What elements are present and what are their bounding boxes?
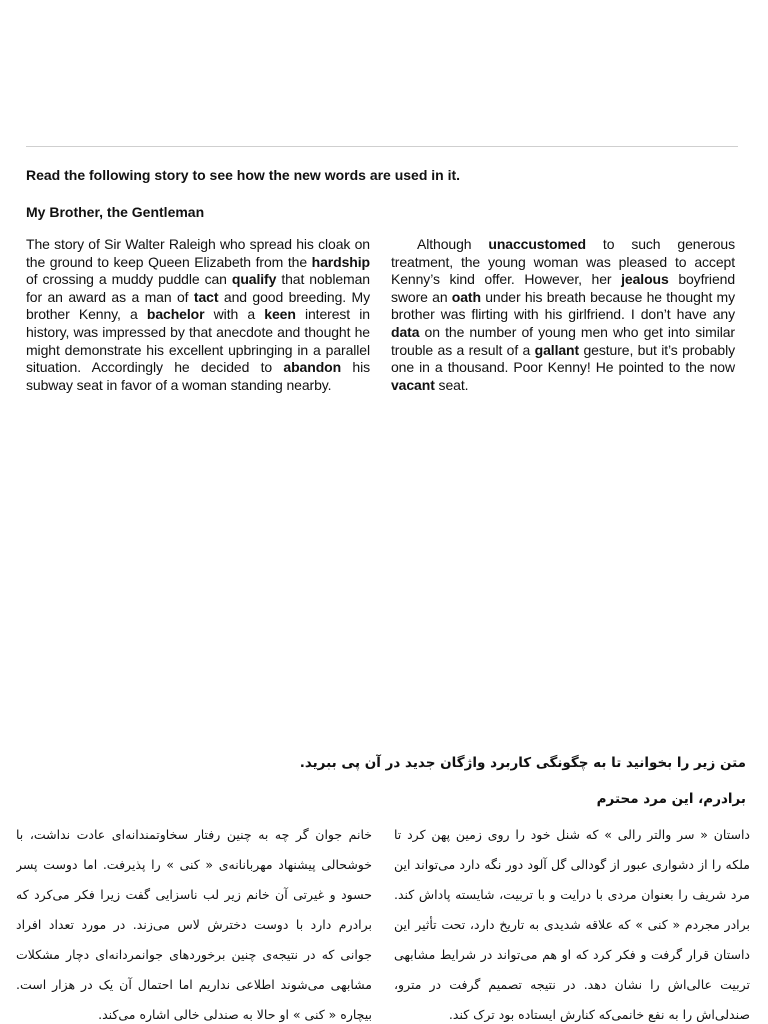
vocab-word: qualify (231, 271, 277, 288)
text-segment: to such generous treatment, the young woman was pleased to accept Kenny’s kind offer. However, her (391, 236, 735, 288)
text-segment: of crossing a muddy puddle can (26, 271, 232, 288)
text-segment: gesture, but it’s probably one in a thousand. Poor Kenny! He pointed to the now (391, 341, 736, 376)
vocab-word: bachelor (146, 306, 205, 323)
text-segment: that nobleman for an award as a man of (26, 271, 370, 305)
text-segment: interest in history, was impressed by that anecdote and thought he might demonstrate his excellent upbringing in a parallel situation. Accordingly he decided to (26, 306, 370, 376)
text-segment: boyfriend swore an (391, 271, 736, 305)
english-story-title: My Brother, the Gentleman (26, 204, 205, 220)
vocab-word: unaccustomed (488, 236, 586, 252)
text-segment: under his breath because he thought my brother was flirting with his girlfriend. I don’t have any (391, 288, 736, 323)
english-instruction: Read the following story to see how the new words are used in it. (26, 167, 461, 183)
english-left-column (26, 236, 370, 394)
persian-instruction: متن زیر را بخوانید تا به چگونگی کاربرد واژگان جدید در آن پی ببرید. (299, 755, 746, 771)
text-segment: seat. (434, 376, 469, 393)
text-segment: The story of Sir Walter Raleigh who spread his cloak on the ground to keep Queen Elizabeth from the (26, 236, 370, 270)
persian-story-title: برادرم، این مرد محترم (596, 791, 746, 807)
vocab-word: data (391, 323, 420, 340)
text-segment: his subway seat in favor of a woman standing nearby. (26, 359, 370, 393)
text-segment: with a (204, 306, 265, 323)
vocab-word: jealous (621, 271, 669, 288)
english-right-column (391, 236, 735, 394)
vocab-word: gallant (534, 341, 580, 358)
persian-right-column: داستان « سر والتر رالی » که شنل خود را روی زمین پهن کرد تا ملکه را از دشواری عبور از گودالی گل آلود دور نگه دارد می‌تواند این مرد شریف را بعنوان مردی با درایت و با تربیت، شایسته پاداش کند. برادر مجردم « کنی » که علاقه شدیدی به تاریخ دارد، تحت تأثیر این داستان قرار گرفت و فکر کرد که او هم می‌تواند در شرایط مشابهی تربیت عالی‌اش را نشان دهد. در نتیجه تصمیم گرفت در مترو، صندلی‌اش را به نفع خانمی‌که کنارش ایستاده بود ترک کند. (394, 827, 750, 1022)
vocab-word: vacant (391, 376, 435, 393)
persian-left-column: خانم جوان گر چه به چنین رفتار سخاوتمندانه‌ای عادت نداشت، با خوشحالی پیشنهاد مهربانانه‌ی « کنی » را پذیرفت. اما دوست پسر حسود و غیرتی آن خانم زیر لب ناسزایی گفت زیرا فکر می‌کرد که برادرم دارد با دوست دخترش لاس می‌زند. در مورد تعداد افراد جوانی که در نتیجه‌ی چنین برخوردهای جوانمردانه‌ای دچار مشکلات مشابهی می‌شوند اطلاعی نداریم اما احتمال آن یک در هزار است. بیچاره « کنی » او حالا به صندلی خالی اشاره می‌کند. (16, 827, 372, 1022)
vocab-word: tact (193, 288, 219, 305)
text-segment: and good breeding. My brother Kenny, a (26, 288, 370, 323)
vocab-word: hardship (311, 253, 370, 270)
top-divider (26, 146, 738, 147)
text-segment: Although (417, 236, 489, 252)
vocab-word: abandon (283, 359, 342, 376)
vocab-word: keen (264, 306, 296, 323)
vocab-word: oath (451, 288, 481, 305)
text-segment: on the number of young men who get into similar trouble as a result of a (391, 323, 735, 358)
